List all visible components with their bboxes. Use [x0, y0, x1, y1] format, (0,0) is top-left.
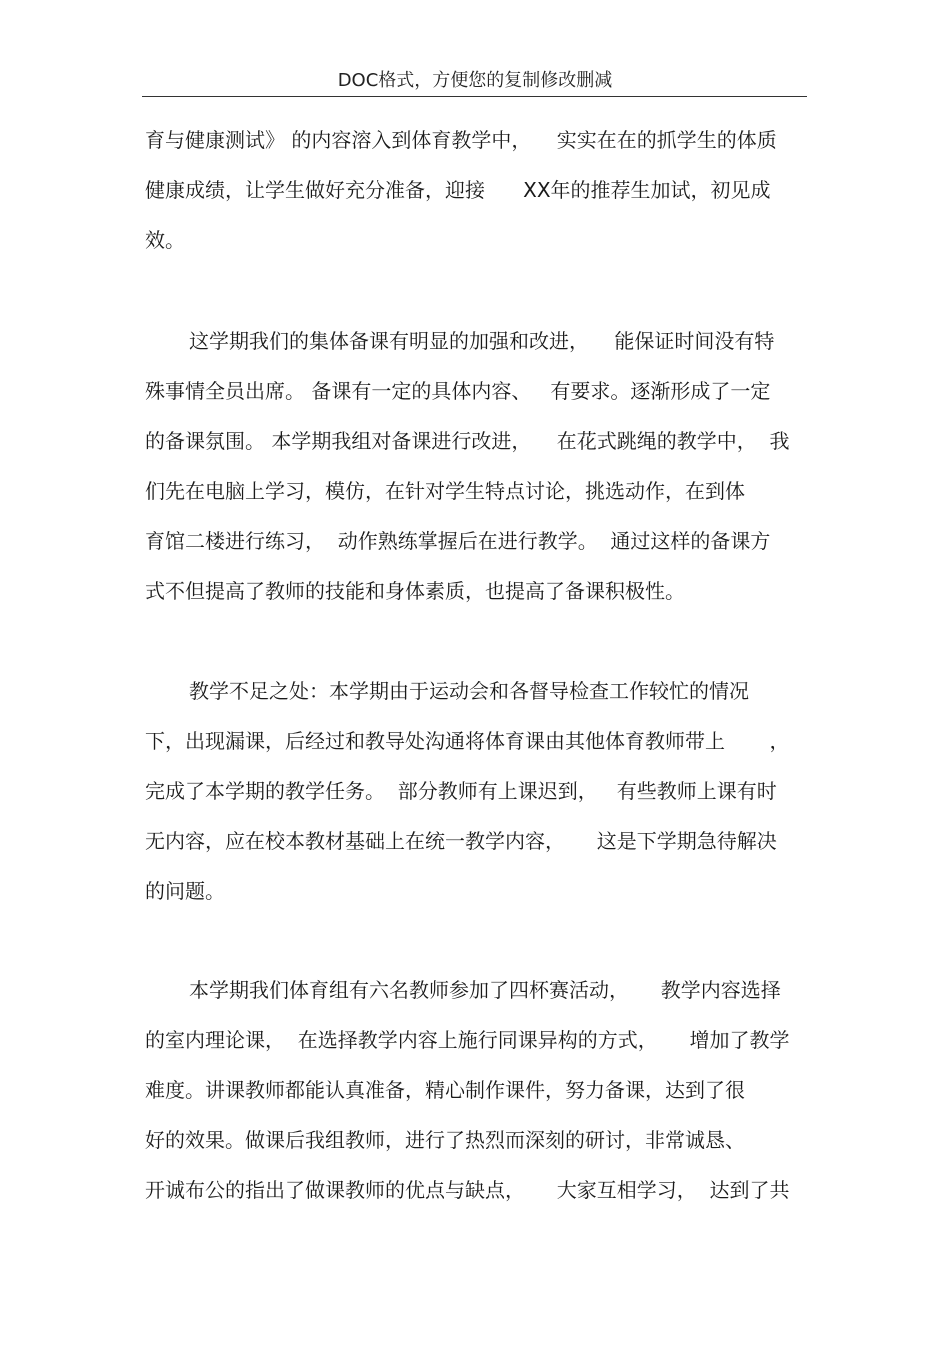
- page-header: DOC格式，方便您的复制修改删减: [337, 70, 613, 91]
- paragraph-1-line-3: 效。: [145, 228, 185, 252]
- paragraph-2-line-1: 这学期我们的集体备课有明显的加强和改进， 能保证时间没有特: [189, 329, 775, 353]
- header-divider: [142, 96, 807, 97]
- paragraph-3-line-3: 完成了本学期的教学任务。 部分教师有上课迟到， 有些教师上课有时: [145, 779, 777, 803]
- paragraph-1-line-1: 育与健康测试》 的内容溶入到体育教学中， 实实在在的抓学生的体质: [145, 128, 777, 152]
- paragraph-1-line-2: 健康成绩，让学生做好充分准备，迎接 XX年的推荐生加试，初见成: [145, 178, 771, 202]
- paragraph-2-line-6: 式不但提高了教师的技能和身体素质，也提高了备课积极性。: [145, 579, 685, 603]
- paragraph-3-line-1: 教学不足之处：本学期由于运动会和各督导检查工作较忙的情况: [189, 679, 749, 703]
- paragraph-2-line-4: 们先在电脑上学习，模仿，在针对学生特点讨论，挑选动作，在到体: [145, 479, 745, 503]
- paragraph-2-line-5: 育馆二楼进行练习， 动作熟练掌握后在进行教学。 通过这样的备课方: [145, 529, 771, 553]
- paragraph-4-line-1: 本学期我们体育组有六名教师参加了四杯赛活动， 教学内容选择: [189, 978, 781, 1002]
- paragraph-4-line-5: 开诚布公的指出了做课教师的优点与缺点， 大家互相学习， 达到了共: [145, 1178, 790, 1202]
- paragraph-3-line-4: 无内容，应在校本教材基础上在统一教学内容， 这是下学期急待解决: [145, 829, 777, 853]
- paragraph-2-line-2: 殊事情全员出席。 备课有一定的具体内容、 有要求。逐渐形成了一定: [145, 379, 771, 403]
- paragraph-2-line-3: 的备课氛围。 本学期我组对备课进行改进， 在花式跳绳的教学中， 我: [145, 429, 790, 453]
- paragraph-4-line-3: 难度。讲课教师都能认真准备，精心制作课件，努力备课，达到了很: [145, 1078, 745, 1102]
- paragraph-3-line-5: 的问题。: [145, 879, 225, 903]
- paragraph-4-line-2: 的室内理论课， 在选择教学内容上施行同课异构的方式， 增加了教学: [145, 1028, 790, 1052]
- paragraph-4-line-4: 好的效果。做课后我组教师，进行了热烈而深刻的研讨，非常诚恳、: [145, 1128, 745, 1152]
- paragraph-3-line-2: 下，出现漏课，后经过和教导处沟通将体育课由其他体育教师带上 ，: [145, 729, 790, 753]
